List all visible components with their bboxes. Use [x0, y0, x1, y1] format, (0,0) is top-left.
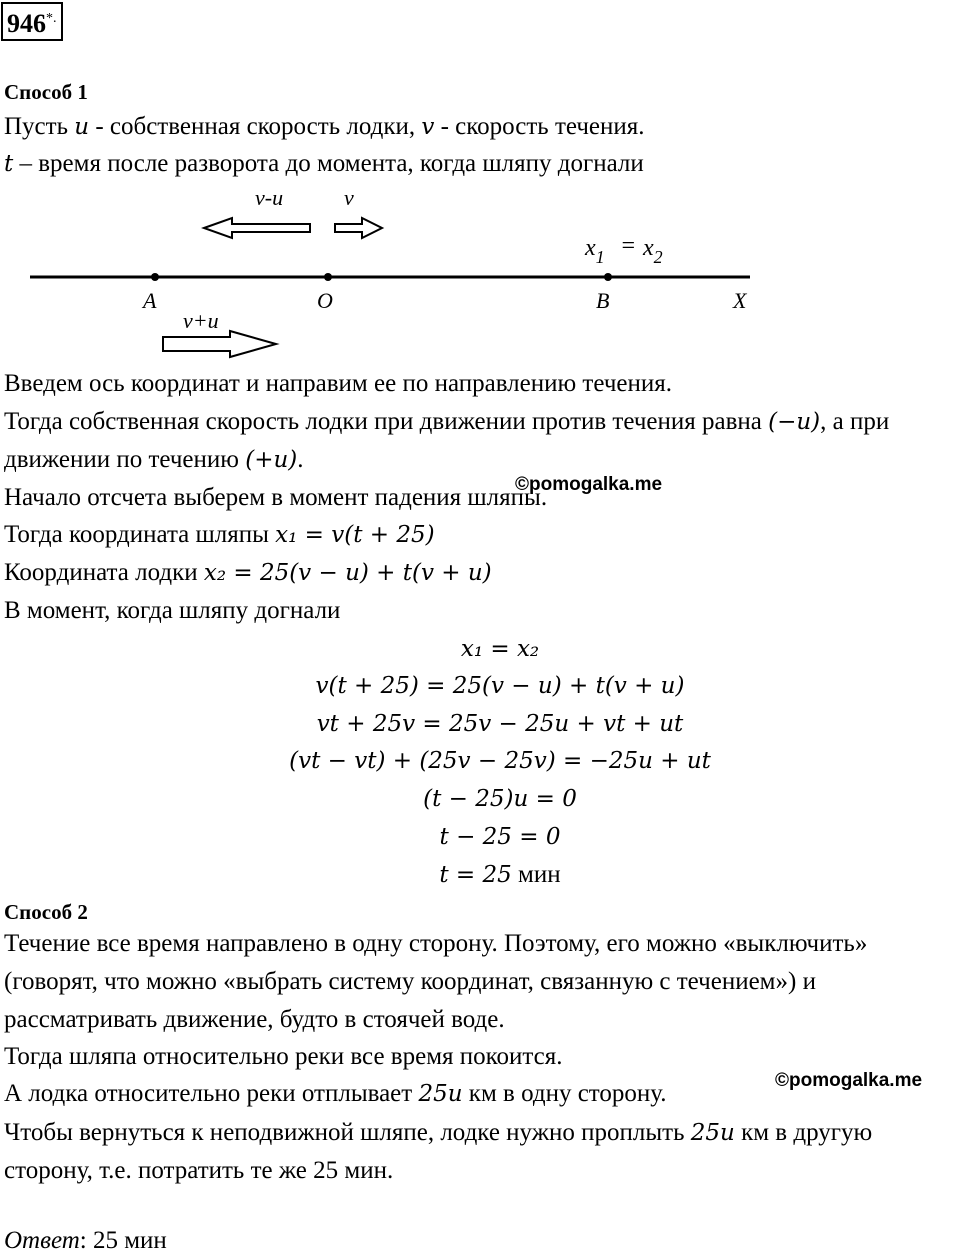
point-b	[604, 273, 612, 281]
problem-number-box	[1, 2, 63, 41]
method1-p3	[4, 446, 304, 474]
problem-mark: *.	[46, 11, 57, 26]
math-formula: x₂ = 25(v − u) + t(v + u)	[203, 560, 492, 586]
text-fragment: – время после разворота до момента, когда шляпу догнали	[13, 150, 644, 177]
method1-p2	[4, 408, 889, 436]
problem-number: 946	[7, 9, 46, 38]
diagram-label-o: O	[317, 288, 333, 313]
diagram-label-v-plus-u: v+u	[183, 308, 219, 333]
equation-line: t − 25 = 0	[439, 824, 561, 850]
arrow-v-plus-u	[163, 331, 276, 357]
text-fragment: Тогда координата шляпы	[4, 521, 276, 548]
method1-p6	[4, 559, 492, 587]
math-formula: t = 25	[439, 862, 512, 888]
method2-line	[4, 1080, 667, 1108]
diagram-label-x1: $x_1$	[585, 235, 605, 267]
text-fragment: движении по течению	[4, 446, 246, 473]
method1-p4: Начало отсчета выберем в момент падения шляпы.	[4, 484, 548, 511]
text-fragment: .	[297, 446, 304, 473]
number-line-diagram	[0, 180, 800, 360]
point-a	[151, 273, 159, 281]
text-fragment: Тогда собственная скорость лодки при движении против течения равна	[4, 408, 769, 435]
diagram-label-v-minus-u: v-u	[255, 185, 284, 210]
math-formula: x₁ = v(t + 25)	[275, 522, 435, 548]
text-fragment: - собственная скорость лодки,	[89, 113, 422, 140]
math-minus-u: (−u)	[768, 409, 821, 435]
method1-line1	[4, 113, 645, 141]
watermark: ©pomogalka.me	[775, 1070, 923, 1091]
method1-p7: В момент, когда шляпу догнали	[4, 597, 341, 624]
method2-line: (говорят, что можно «выбрать систему координат, связанную с течением») и	[4, 968, 816, 995]
diagram-label-eq: =	[620, 233, 637, 259]
text-fragment: км в другую	[734, 1119, 873, 1146]
unit-text: мин	[511, 861, 561, 888]
diagram-label-a: A	[143, 288, 157, 313]
answer-label: Ответ	[4, 1227, 80, 1254]
text-fragment: А лодка относительно реки отплывает	[4, 1080, 419, 1107]
math-plus-u: (+u)	[245, 447, 298, 473]
math-t: t	[4, 151, 14, 177]
method2-line: сторону, т.е. потратить те же 25 мин.	[4, 1157, 394, 1184]
equation-line: (t − 25)u = 0	[423, 786, 577, 812]
method2-line: Течение все время направлено в одну сторону. Поэтому, его можно «выключить»	[4, 930, 868, 957]
watermark: ©pomogalka.me	[515, 474, 663, 495]
method2-line	[4, 1119, 872, 1147]
diagram-label-v: v	[344, 185, 354, 210]
diagram-label-x2: $x_2$	[643, 235, 663, 267]
math-25u: 25u	[690, 1120, 735, 1146]
answer	[4, 1227, 167, 1255]
point-o	[324, 273, 332, 281]
text-fragment: - скорость течения.	[434, 113, 645, 140]
equation-line: (vt − vt) + (25v − 25v) = −25u + ut	[289, 748, 711, 774]
text-fragment: Чтобы вернуться к неподвижной шляпе, лодке нужно проплыть	[4, 1119, 691, 1146]
method1-p1: Введем ось координат и направим ее по направлению течения.	[4, 370, 673, 397]
math-25u: 25u	[418, 1081, 463, 1107]
equation-line: vt + 25v = 25v − 25u + vt + ut	[316, 711, 684, 737]
equation-line: v(t + 25) = 25(v − u) + t(v + u)	[315, 673, 685, 699]
equation-line-final	[0, 861, 960, 889]
arrow-v	[335, 218, 382, 238]
method1-p5	[4, 521, 435, 549]
arrow-v-minus-u	[204, 218, 310, 238]
method1-heading: Способ 1	[4, 80, 88, 104]
answer-value: : 25 мин	[79, 1227, 167, 1254]
math-u: u	[74, 114, 90, 140]
method2-heading: Способ 2	[4, 900, 88, 924]
diagram-label-b: B	[596, 288, 610, 313]
method2-line: Тогда шляпа относительно реки все время покоится.	[4, 1043, 563, 1070]
math-v: v	[421, 114, 435, 140]
method2-line: рассматривать движение, будто в стоячей воде.	[4, 1006, 505, 1033]
text-fragment: км в одну сторону.	[462, 1080, 667, 1107]
diagram-label-x: X	[733, 288, 747, 313]
equation-line: x₁ = x₂	[460, 636, 540, 662]
text-fragment: Пусть	[4, 113, 75, 140]
text-fragment: , а при	[820, 408, 890, 435]
text-fragment: Координата лодки	[4, 559, 204, 586]
method1-line2	[4, 150, 644, 178]
